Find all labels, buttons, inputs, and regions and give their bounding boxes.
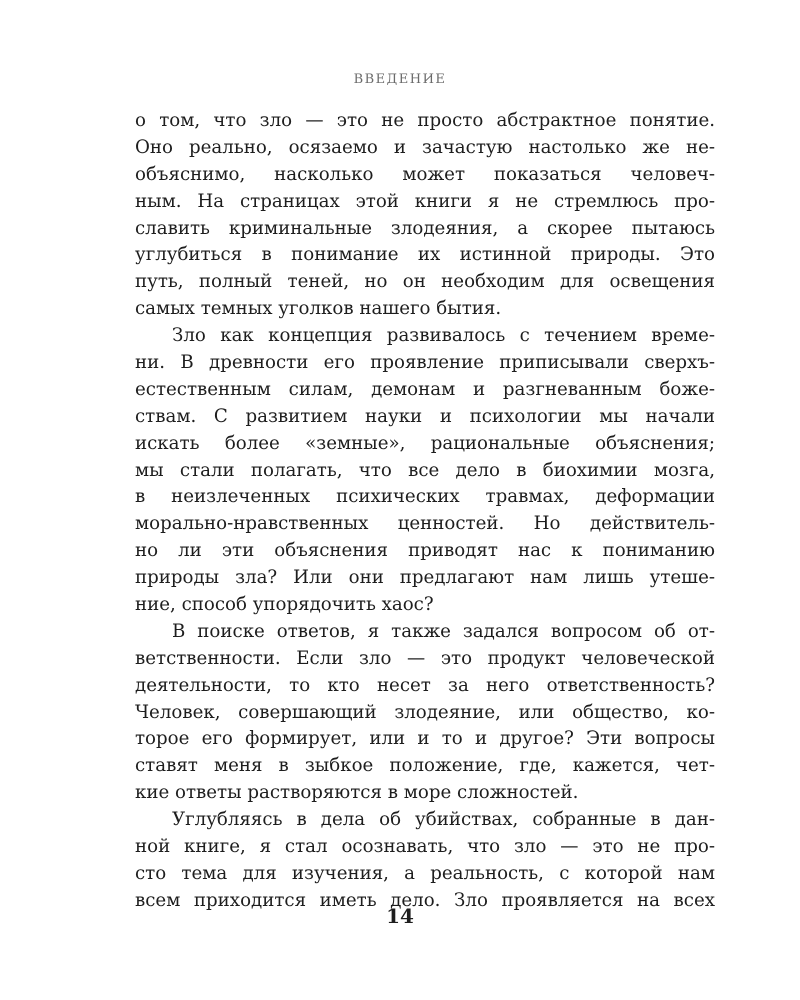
text-line: мы стали полагать, что все дело в биохимии мозга, <box>135 459 715 481</box>
text-line: Человек, совершающий злодеяние, или общество, ко- <box>135 701 715 723</box>
running-head: ВВЕДЕНИЕ <box>353 72 447 87</box>
text-line: естественным силам, демонам и разгневанным боже- <box>135 378 715 400</box>
text-line: объяснимо, насколько может показаться человеч- <box>135 163 715 185</box>
body-text <box>135 108 715 915</box>
text-line: торое его формирует, или и то и другое? Эти вопросы <box>135 728 715 750</box>
text-line: ствам. С развитием науки и психологии мы начали <box>135 405 715 427</box>
text-line: всем приходится иметь дело. Зло проявляется на всех <box>135 889 715 911</box>
text-line: деятельности, то кто несет за него ответственность? <box>135 674 715 696</box>
text-line: морально-нравственных ценностей. Но действитель- <box>135 513 715 535</box>
text-line: сто тема для изучения, а реальность, с которой нам <box>135 862 715 884</box>
text-line: ветственности. Если зло — это продукт человеческой <box>135 647 715 669</box>
text-line: путь, полный теней, но он необходим для освещения <box>135 271 715 293</box>
text-line: Зло как концепция развивалось с течением време- <box>172 325 715 347</box>
text-line: о том, что зло — это не просто абстрактное понятие. <box>135 110 715 131</box>
text-line: В поиске ответов, я также задался вопросом об от- <box>172 620 715 642</box>
text-line: искать более «земные», рациональные объяснения; <box>135 432 715 454</box>
text-line: ным. На страницах этой книги я не стремлюсь про- <box>135 190 715 212</box>
text-line: ни. В древности его проявление приписывали сверхъ- <box>135 352 715 374</box>
text-line: природы зла? Или они предлагают нам лишь утеше- <box>135 567 715 589</box>
page-number: 14 <box>386 904 414 928</box>
paragraph-2 <box>135 323 715 619</box>
text-line: кие ответы растворяются в море сложностей. <box>135 782 579 804</box>
paragraph-3 <box>135 619 715 807</box>
text-line: Углубляясь в дела об убийствах, собранные в дан- <box>172 809 715 831</box>
text-line: славить криминальные злодеяния, а скорее пытаюсь <box>135 217 715 239</box>
text-line: углубиться в понимание их истинной природы. Это <box>135 244 715 266</box>
text-line: ной книге, я стал осознавать, что зло — это не про- <box>135 836 715 858</box>
text-line: но ли эти объяснения приводят нас к пониманию <box>135 540 715 562</box>
text-line: Оно реально, осязаемо и зачастую настолько же не- <box>135 136 715 158</box>
paragraph-1 <box>135 108 715 323</box>
text-line: в неизлеченных психических травмах, деформации <box>135 486 715 508</box>
text-line: ставят меня в зыбкое положение, где, кажется, чет- <box>135 755 715 777</box>
paragraph-4 <box>135 807 715 915</box>
text-line: ние, способ упорядочить хаос? <box>135 594 434 616</box>
text-line: самых темных уголков нашего бытия. <box>135 298 502 320</box>
